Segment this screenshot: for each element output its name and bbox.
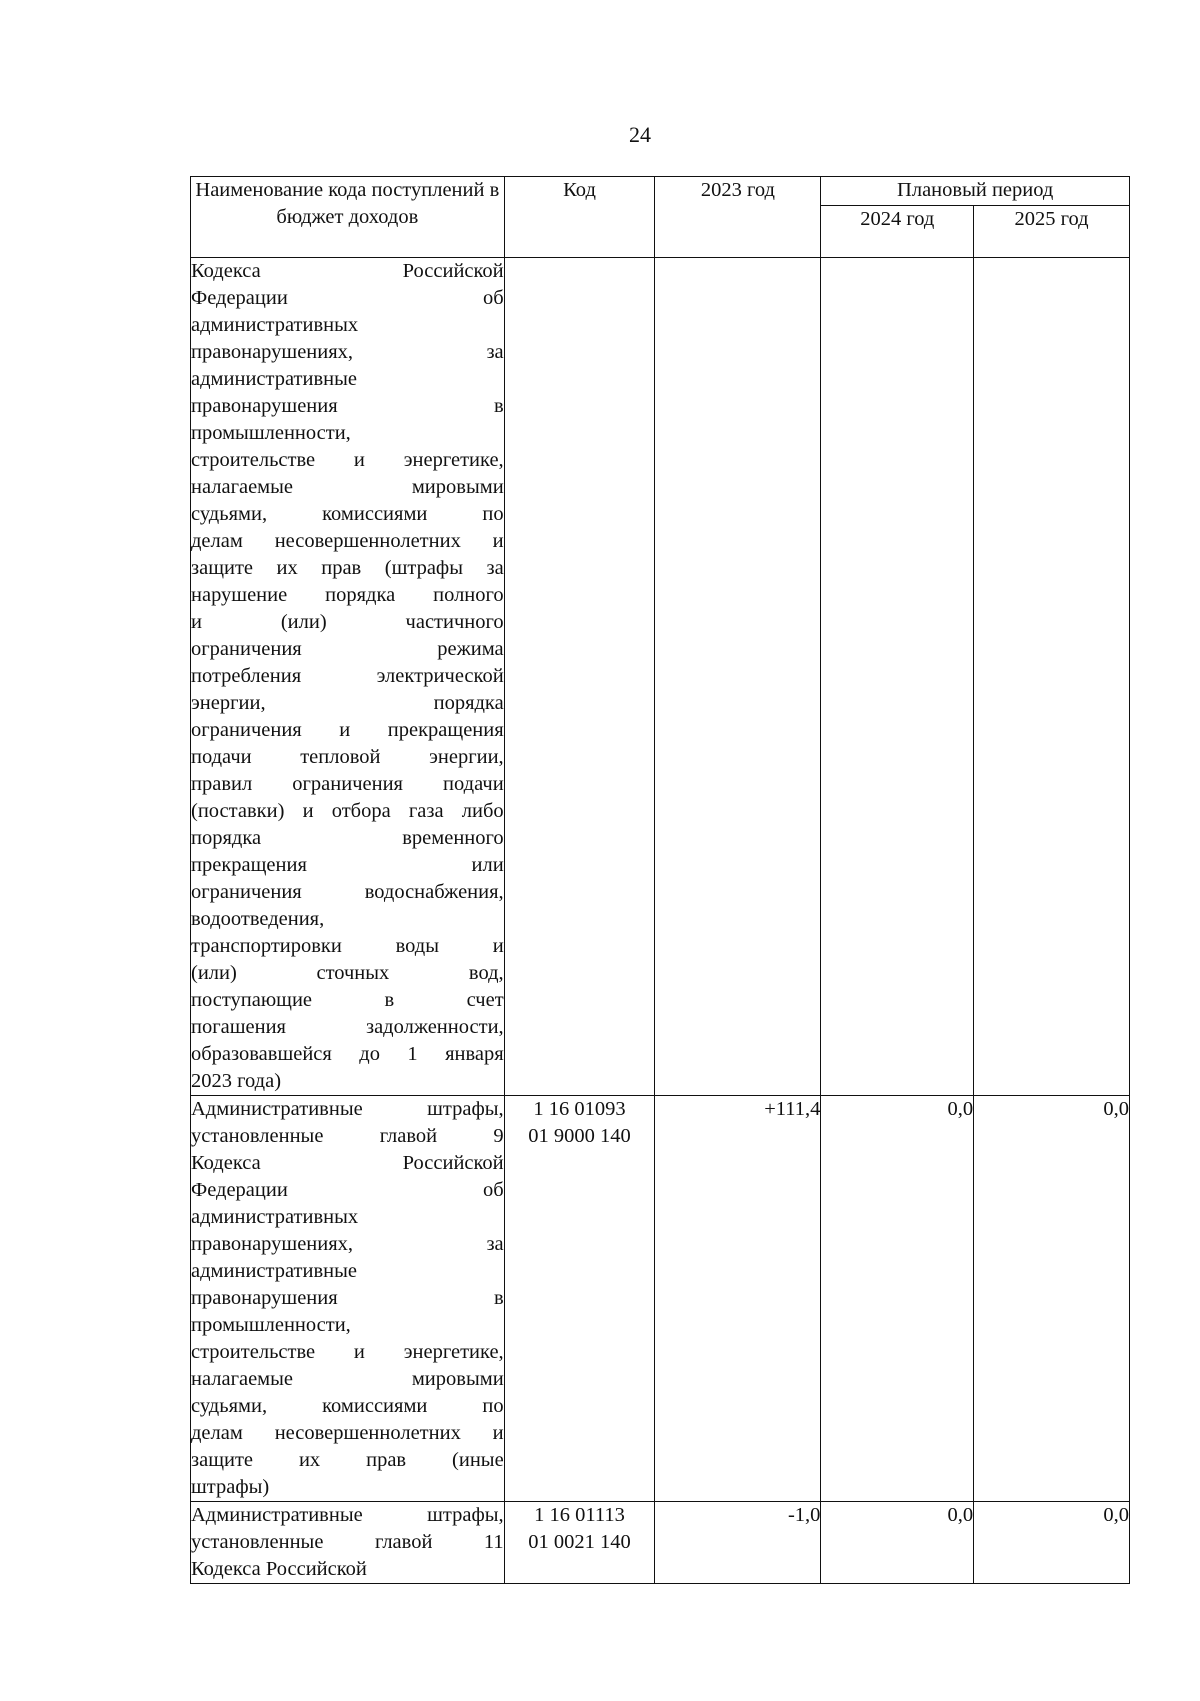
name-line: промышленности,	[191, 422, 351, 444]
name-line: административных	[191, 1206, 359, 1228]
name-line: правонарушения в	[191, 395, 504, 417]
name-line: Кодекса Российской	[191, 1152, 504, 1174]
name-line: прекращения или	[191, 854, 504, 876]
cell-2023: -1,0	[655, 1502, 821, 1584]
name-line: поступающие в счет	[191, 989, 504, 1011]
cell-2025	[974, 258, 1130, 1096]
name-line: делам несовершеннолетних и	[191, 530, 504, 552]
name-line: административных	[191, 314, 359, 336]
name-line: образовавшейся до 1 января	[191, 1043, 504, 1065]
name-line: ограничения водоснабжения,	[191, 881, 504, 903]
code-line: 01 0021 140	[528, 1531, 631, 1553]
cell-2025: 0,0	[974, 1502, 1130, 1584]
name-line: (или) сточных вод,	[191, 962, 504, 984]
name-line: Федерации об	[191, 287, 504, 309]
table-row	[191, 1096, 1130, 1502]
name-line: потребления электрической	[191, 665, 504, 687]
cell-2023	[655, 258, 821, 1096]
name-line: строительстве и энергетике,	[191, 1341, 504, 1363]
name-line: налагаемые мировыми	[191, 476, 504, 498]
table-row	[191, 1502, 1130, 1584]
name-line: делам несовершеннолетних и	[191, 1422, 504, 1444]
cell-2025: 0,0	[974, 1096, 1130, 1502]
name-line: защите их прав (иные	[191, 1449, 504, 1471]
name-line: правонарушения в	[191, 1287, 504, 1309]
name-line: нарушение порядка полного	[191, 584, 504, 606]
header-year-2023: 2023 год	[655, 177, 821, 258]
name-line: штрафы)	[191, 1476, 270, 1498]
header-year-2025: 2025 год	[974, 205, 1130, 257]
cell-2024: 0,0	[821, 1502, 974, 1584]
name-line: промышленности,	[191, 1314, 351, 1336]
name-line: правонарушениях, за	[191, 1233, 504, 1255]
name-line: Кодекса Российской	[191, 260, 504, 282]
cell-code	[504, 1502, 655, 1584]
cell-2024	[821, 258, 974, 1096]
name-line: подачи тепловой энергии,	[191, 746, 504, 768]
name-line: ограничения режима	[191, 638, 504, 660]
code-line: 1 16 01093	[533, 1098, 626, 1120]
name-line: налагаемые мировыми	[191, 1368, 504, 1390]
name-line: погашения задолженности,	[191, 1016, 504, 1038]
code-line: 1 16 01113	[534, 1504, 625, 1526]
name-line: установленные главой 9	[191, 1125, 504, 1147]
page-number: 24	[629, 122, 651, 147]
cell-name	[191, 1096, 505, 1502]
name-line: административные	[191, 1260, 357, 1282]
name-line: энергии, порядка	[191, 692, 504, 714]
name-line: правил ограничения подачи	[191, 773, 504, 795]
cell-2024: 0,0	[821, 1096, 974, 1502]
name-line: порядка временного	[191, 827, 504, 849]
name-line: защите их прав (штрафы за	[191, 557, 504, 579]
name-line: правонарушениях, за	[191, 341, 504, 363]
header-code: Код	[504, 177, 655, 258]
name-line: транспортировки воды и	[191, 935, 504, 957]
name-line: судьями, комиссиями по	[191, 503, 504, 525]
name-line: водоотведения,	[191, 908, 325, 930]
name-line: установленные главой 11	[191, 1531, 504, 1553]
name-line: Федерации об	[191, 1179, 504, 1201]
table-row	[191, 258, 1130, 1096]
cell-name	[191, 1502, 505, 1584]
header-name: Наименование кода поступлений в бюджет доходов	[191, 177, 505, 258]
cell-code	[504, 258, 655, 1096]
name-line: судьями, комиссиями по	[191, 1395, 504, 1417]
header-plan-period: Плановый период	[821, 177, 1130, 206]
name-line: (поставки) и отбора газа либо	[191, 800, 504, 822]
name-line: ограничения и прекращения	[191, 719, 504, 741]
code-line: 01 9000 140	[528, 1125, 631, 1147]
name-line: Кодекса Российской	[191, 1558, 367, 1580]
cell-name	[191, 258, 505, 1096]
name-line: и (или) частичного	[191, 611, 504, 633]
name-line: административные	[191, 368, 357, 390]
header-year-2024: 2024 год	[821, 205, 974, 257]
name-line: Административные штрафы,	[191, 1098, 504, 1120]
name-line: 2023 года)	[191, 1070, 282, 1092]
cell-2023: +111,4	[655, 1096, 821, 1502]
name-line: Административные штрафы,	[191, 1504, 504, 1526]
name-line: строительстве и энергетике,	[191, 449, 504, 471]
cell-code	[504, 1096, 655, 1502]
budget-revenue-table	[190, 176, 1130, 1584]
